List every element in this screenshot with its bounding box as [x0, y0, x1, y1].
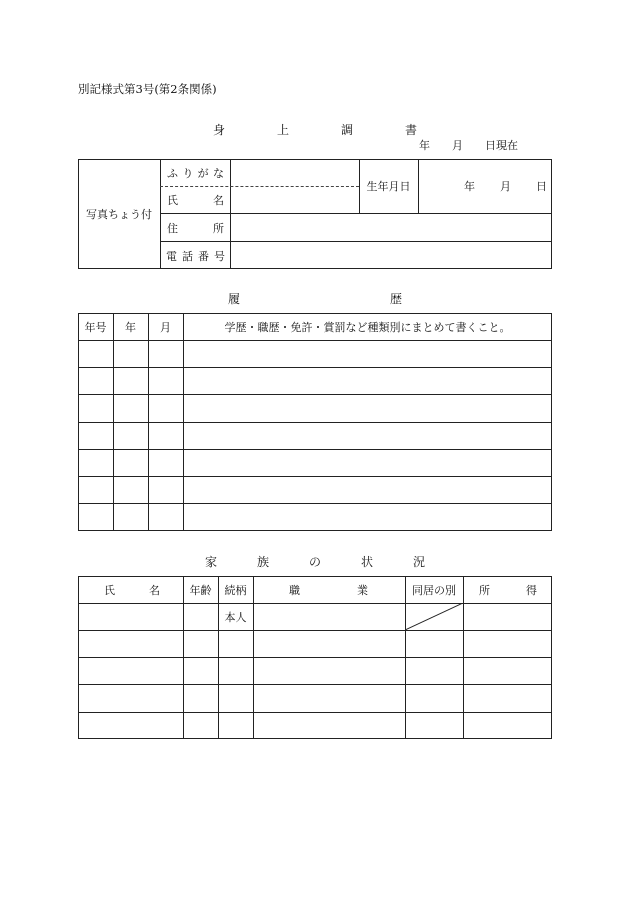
self-relation-label: 本人 [224, 610, 247, 624]
history-header-year: 年 [125, 320, 136, 334]
family-header-age: 年齢 [189, 583, 212, 597]
history-header-era: 年号 [84, 320, 107, 334]
title-char: 書 [405, 123, 418, 137]
birthdate-input[interactable] [418, 159, 552, 213]
history-header-month: 月 [160, 320, 171, 334]
title-char: 調 [341, 123, 354, 137]
family-header-relation: 続柄 [224, 583, 247, 597]
family-header-income: 所 得 [479, 583, 537, 597]
cohabit-diagonal [405, 603, 463, 630]
history-title: 履 歴 [227, 292, 403, 306]
photo-label: 写真ちょう付 [86, 208, 152, 221]
birthdate-label: 生年月日 [366, 180, 411, 193]
birth-month: 月 [500, 180, 511, 193]
history-header-content: 学歴・職歴・免許・賞罰など種類別にまとめて書くこと。 [224, 320, 511, 334]
furigana-input[interactable] [230, 160, 358, 185]
title-char: 身 [212, 123, 225, 137]
as-of-date [419, 137, 518, 153]
date-day-now: 日現在 [485, 139, 518, 152]
birth-year: 年 [464, 180, 475, 193]
family-header-occupation: 職 業 [289, 583, 368, 597]
phone-label: 電 話 番 号 [166, 249, 225, 263]
family-header-cohabit: 同居の別 [412, 583, 456, 597]
address-label: 住 所 [167, 221, 224, 235]
title-char: 上 [276, 123, 289, 137]
date-month: 月 [452, 139, 463, 152]
phone-input[interactable] [230, 242, 551, 269]
form-reference: 別記様式第3号(第2条関係) [78, 82, 217, 96]
document-title [0, 121, 630, 138]
date-year: 年 [419, 139, 430, 152]
address-input[interactable] [230, 214, 551, 241]
family-header-name: 氏 名 [104, 583, 160, 597]
name-label: 氏 名 [167, 194, 224, 207]
furigana-label: ふ り が な [167, 167, 224, 180]
name-input[interactable] [230, 188, 358, 212]
family-title: 家 族 の 状 況 [204, 555, 426, 569]
birth-day: 日 [536, 180, 547, 193]
